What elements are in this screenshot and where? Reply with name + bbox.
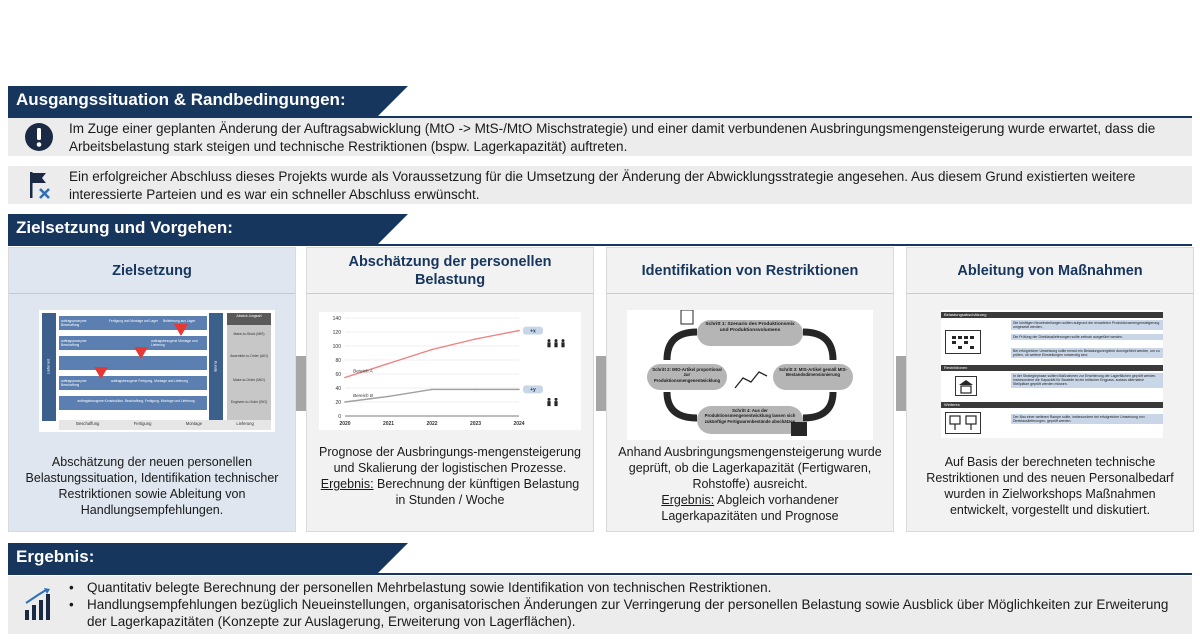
- card-title: Zielsetzung: [9, 248, 295, 294]
- result-label: Ergebnis:: [661, 493, 715, 507]
- measures-line: Die Prüfung der Direktauslieferungen sollte zeitnah ausgeführt werden.: [1011, 334, 1163, 340]
- measures-line: Die künftigen Neueinstellungen sollten aufgrund der erwarteten Produktionsmengensteigerung umgesetzt werden.: [1011, 320, 1163, 330]
- load-chart: [319, 312, 581, 430]
- workshop-icon: [945, 412, 981, 434]
- result-text: Abgleich vorhandener Lagerkapazitäten und Prognose: [661, 493, 839, 523]
- process-row-left: auftragsanonyme Beschaffung: [61, 319, 87, 327]
- card-restrictions: [606, 247, 894, 532]
- people-icon: [547, 398, 557, 406]
- cycle-step: Schritt 1: Szenario des Produktionsmix und Produktionsvolumens: [705, 322, 795, 333]
- data-point: [344, 377, 346, 379]
- situation-text-2: Ein erfolgreicher Abschluss dieses Projekts wurde als Voraussetzung für die Umsetzung der Änderung der Abwicklungsstrategie angesehen. Aus diesem Grund existierten weitere interessierte Parteien und es war ein schneller Abschluss erwünscht.: [69, 169, 1136, 202]
- trend-icon: [735, 372, 767, 388]
- phase-label: Montage: [185, 421, 203, 426]
- flag-icon: [24, 169, 56, 208]
- x-tick-label: 2022: [426, 421, 438, 427]
- y-tick-label: 40: [335, 386, 341, 392]
- supplier-label: Lieferant: [45, 358, 51, 375]
- growth-badge-label: +y: [530, 387, 536, 394]
- card-result: [617, 492, 883, 524]
- card-separator: [596, 356, 606, 411]
- process-row-mid: Fertigung und Montage auf Lager: [109, 319, 158, 323]
- y-tick-label: 100: [332, 344, 341, 350]
- section-title-situation: Ausgangssituation & Randbedingungen:: [16, 90, 346, 109]
- exclamation-icon: [24, 122, 54, 157]
- card-body: [317, 444, 583, 508]
- y-tick-label: 80: [335, 358, 341, 364]
- series-label: Bereich B: [353, 393, 373, 398]
- process-type: Make-to-Order (MtO): [233, 378, 265, 382]
- cycle-diagram: [627, 310, 873, 440]
- customer-label: Kunde: [213, 360, 219, 373]
- result-bullet: • Quantitativ belegte Berechnung der personellen Mehrbelastung sowie Identifikation von technischen Restriktionen.: [67, 579, 1177, 596]
- measures-table: [941, 310, 1163, 438]
- x-tick-label: 2023: [469, 421, 482, 427]
- data-point: [518, 330, 520, 332]
- series-label: Bereich A: [353, 368, 373, 374]
- card-result: [317, 476, 583, 508]
- process-type: Make-to-Stock (MtS): [233, 332, 265, 336]
- card-separator: [296, 356, 306, 411]
- warehouse-icon: [955, 376, 977, 396]
- data-point: [431, 349, 433, 351]
- process-type: Assemble-to-Order (AtO): [230, 354, 268, 358]
- card-goal: [8, 247, 296, 532]
- process-row-mid: auftragsbezogene Konstruktion, Beschaffung, Fertigung, Montage und Lieferung: [77, 399, 195, 403]
- card-body: Auf Basis der berechneten technische Restriktionen und des neuen Personalbedarf wurden in Zielworkshops Maßnahmen entwickelt, vorgestellt und diskutiert.: [926, 455, 1174, 517]
- data-point: [344, 401, 346, 403]
- process-header: Abwick-lungsart: [236, 314, 262, 318]
- card-load-estimation: [306, 247, 594, 532]
- y-tick-label: 140: [332, 316, 341, 322]
- process-row-right: Belieferung aus Lager: [163, 319, 196, 323]
- y-tick-label: 0: [338, 414, 341, 420]
- y-tick-label: 60: [335, 372, 341, 378]
- cycle-step: Schritt 3: MtS-Artikel gemäß MtS-Bestandsdimensionierung: [778, 367, 848, 378]
- measures-line: In der Strategiephase sollten Maßnahmen zur Erweiterung der Lagerflächen geprüft werden. Insbesondere die Kapazität für Bauteile ist ein kritischer Engpass, sodass alternative Stellplätze geprüft werden müssen.: [1011, 373, 1163, 388]
- result-bullet: • Handlungsempfehlungen bezüglich Neueinstellungen, organisatorischen Änderungen zur Verringerung der personellen Belastung sowie Ausblick über Möglichkeiten zur Erweiterung der Lagerkapazitäten (Konzepte zur Auslagerung, Erweiterung von Lagerflächen).: [67, 596, 1177, 630]
- process-row-mid: auftragsbezogene Fertigung, Montage und Lieferung: [111, 379, 188, 383]
- data-point: [475, 389, 477, 391]
- data-point: [431, 389, 433, 391]
- result-label: Ergebnis:: [320, 477, 374, 491]
- card-title: Identifikation von Restriktionen: [607, 248, 893, 294]
- bar-chart-icon: [22, 588, 56, 627]
- x-tick-label: 2021: [382, 421, 395, 427]
- card-text: Prognose der Ausbringungs-mengensteigerung und Skalierung der logistischen Prozesse.: [319, 445, 581, 475]
- y-tick-label: 20: [335, 400, 341, 406]
- calendar-icon: [945, 330, 981, 354]
- people-icon: [547, 339, 564, 347]
- card-body: [617, 444, 883, 524]
- section-title-approach: Zielsetzung und Vorgehen:: [16, 218, 233, 237]
- situation-text-1: Im Zuge einer geplanten Änderung der Auftragsabwicklung (MtO -> MtS-/MtO Mischstrategie) und einer damit verbundenen Ausbringungsmengensteigerung wurde erwartet, dass die Arbeitsbelastung stark steigen und technische Restriktionen (bspw. Lagerkapazität) auftreten.: [69, 121, 1156, 154]
- process-row-mid: auftragsbezogene Montage und Lieferung: [151, 339, 198, 347]
- phase-label: Lieferung: [236, 421, 254, 426]
- measures-group-title: Belastungsabschätzung: [944, 312, 987, 317]
- data-point: [388, 396, 390, 398]
- measures-line: Der Bau einer weiteren Rampe sollte, insbesondere bei erfolgreicher Umsetzung von Direktauslieferungen, geprüft werden.: [1011, 414, 1163, 424]
- process-row-left: auftragsanonyme Beschaffung: [61, 379, 87, 387]
- result-text: Berechnung der künftigen Belastung in Stunden / Woche: [373, 477, 580, 507]
- section-title-result: Ergebnis:: [16, 547, 95, 566]
- data-point: [475, 338, 477, 340]
- card-text: Anhand Ausbringungsmengensteigerung wurde geprüft, ob die Lagerkapazität (Fertigwaren, Rohstoffe) ausreicht.: [618, 445, 882, 491]
- measures-group-title: Weiteres: [944, 402, 960, 407]
- x-tick-label: 2020: [339, 421, 351, 427]
- result-bullets: [67, 579, 1177, 630]
- growth-badge-label: +x: [530, 328, 536, 335]
- card-title: Ableitung von Maßnahmen: [907, 248, 1193, 294]
- measures-group-title: Restriktionen: [944, 365, 968, 370]
- phase-label: Fertigung: [133, 421, 152, 426]
- phase-label: Beschaffung: [76, 421, 100, 426]
- card-measures: [906, 247, 1194, 532]
- x-tick-label: 2024: [513, 421, 525, 427]
- cycle-step: Schritt 4: Aus der Produktionsmengenentwicklung lassen sich zukünftige Fertigwarenbestände abschätzen: [704, 408, 796, 424]
- process-type: Engineer-to-Order (EtO): [230, 400, 268, 404]
- process-phases: [59, 421, 271, 426]
- situation-row-1: [8, 118, 1192, 156]
- y-tick-label: 120: [332, 330, 341, 336]
- measures-line: Bei erfolgreicher Umsetzung sollte erneut ein Belastungsvergleich durchgeführt werden, um zu prüfen, ob weitere Einstellungen notwendig sind.: [1011, 348, 1163, 358]
- card-separator: [896, 356, 906, 411]
- card-body: Abschätzung der neuen personellen Belastungssituation, Identifikation technischer Restriktionen sowie Ableitung von Handlungsempfehlungen.: [25, 455, 279, 517]
- cycle-step: Schritt 2: MtO-Artikel proportional zur Produktionsmengenentwicklung: [652, 367, 722, 383]
- process-row-left: auftragsanonyme Beschaffung: [61, 339, 87, 347]
- data-point: [518, 389, 520, 391]
- situation-row-2: [8, 166, 1192, 204]
- data-point: [388, 363, 390, 365]
- process-diagram: [39, 310, 275, 432]
- card-title: Abschätzung der personellen Belastung: [307, 248, 593, 294]
